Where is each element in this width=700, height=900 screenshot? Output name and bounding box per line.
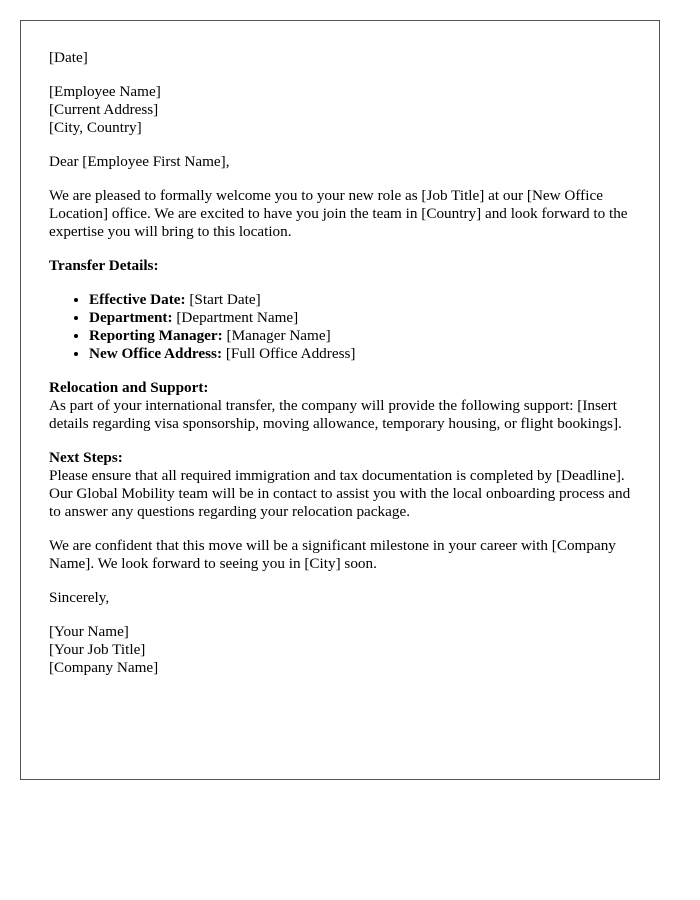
salutation <box>49 153 631 171</box>
letter-page <box>20 20 660 780</box>
transfer-details-list <box>49 291 631 363</box>
relocation-body: As part of your international transfer, the company will provide the following support: [Insert details regarding visa sponsorship, moving allowance, temporary housing, or flight bookings]. <box>49 397 622 432</box>
relocation-section <box>49 379 631 433</box>
new-office-address-label: New Office Address: <box>89 345 223 362</box>
department-value: [Department Name] <box>176 309 299 326</box>
sign-off <box>49 589 631 607</box>
recipient-address: [Current Address] <box>49 101 159 118</box>
next-steps-heading: Next Steps: <box>49 449 123 466</box>
effective-date-value: [Start Date] <box>189 291 261 308</box>
reporting-manager-label: Reporting Manager: <box>89 327 223 344</box>
relocation-heading: Relocation and Support: <box>49 379 209 396</box>
date-line <box>49 49 631 67</box>
new-office-address-value: [Full Office Address] <box>225 345 356 362</box>
recipient-city-country: [City, Country] <box>49 119 142 136</box>
next-steps-section <box>49 449 631 521</box>
list-item-new-office-address <box>89 345 631 363</box>
list-item-department <box>89 309 631 327</box>
closing-paragraph <box>49 537 631 573</box>
sender-name: [Your Name] <box>49 623 129 640</box>
intro-paragraph <box>49 187 631 241</box>
department-label: Department: <box>89 309 173 326</box>
transfer-details-heading: Transfer Details: <box>49 257 159 274</box>
reporting-manager-value: [Manager Name] <box>226 327 331 344</box>
sign-off-text: Sincerely, <box>49 589 110 606</box>
sender-signature-block <box>49 623 631 677</box>
intro-text: We are pleased to formally welcome you to your new role as [Job Title] at our [New Office Location] office. We are excited to have you join the team in [Country] and look forward to the expertise you will bring to this location. <box>49 187 628 240</box>
recipient-address-block <box>49 83 631 137</box>
salutation-text: Dear [Employee First Name], <box>49 153 230 170</box>
recipient-name: [Employee Name] <box>49 83 161 100</box>
next-steps-body: Please ensure that all required immigration and tax documentation is completed by [Deadline]. Our Global Mobility team will be in contact to assist you with the local onboarding process and to answer any questions regarding your relocation package. <box>49 467 631 520</box>
list-item-reporting-manager <box>89 327 631 345</box>
transfer-details-section <box>49 257 631 363</box>
list-item-effective-date <box>89 291 631 309</box>
letter-date: [Date] <box>49 49 88 66</box>
sender-company: [Company Name] <box>49 659 159 676</box>
sender-title: [Your Job Title] <box>49 641 146 658</box>
closing-text: We are confident that this move will be a significant milestone in your career with [Company Name]. We look forward to seeing you in [City] soon. <box>49 537 616 572</box>
effective-date-label: Effective Date: <box>89 291 186 308</box>
